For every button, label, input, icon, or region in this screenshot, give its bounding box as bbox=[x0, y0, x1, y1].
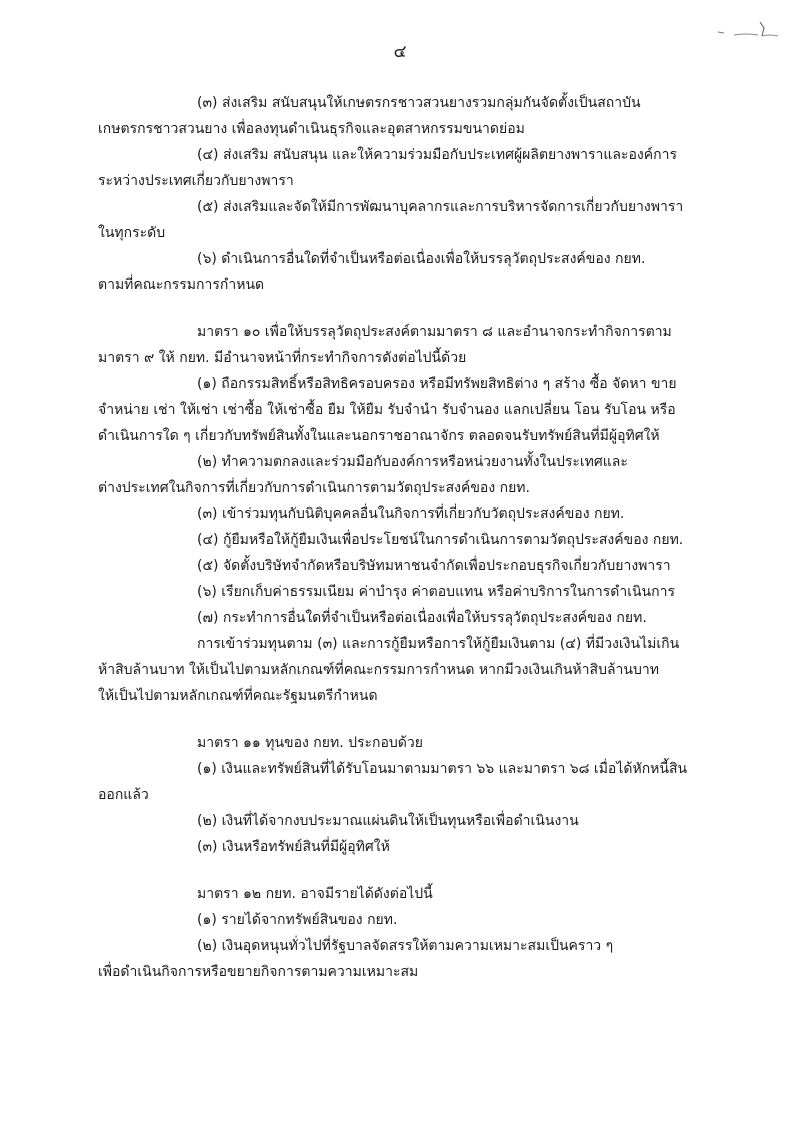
text-line: (๗) กระทำการอื่นใดที่จำเป็นหรือต่อเนื่องเพื่อให้บรรลุวัตถุประสงค์ของ กยท. bbox=[197, 610, 647, 626]
text-line: มาตรา ๙ ให้ กยท. มีอำนาจหน้าที่กระทำกิจการดังต่อไปนี้ด้วย bbox=[98, 350, 467, 366]
section-heading: มาตรา ๑๒ กยท. อาจมีรายได้ดังต่อไปนี้ bbox=[197, 886, 433, 902]
text-line: ต่างประเทศในกิจการที่เกี่ยวกับการดำเนินการตามวัตถุประสงค์ของ กยท. bbox=[98, 480, 530, 496]
text-line: (๔) ส่งเสริม สนับสนุน และให้ความร่วมมือกับประเทศผู้ผลิตยางพาราและองค์การ bbox=[197, 147, 677, 163]
text-line: (๔) กู้ยืมหรือให้กู้ยืมเงินเพื่อประโยชน์ในการดำเนินการตามวัตถุประสงค์ของ กยท. bbox=[197, 532, 684, 548]
text-line: (๒) เงินที่ได้จากงบประมาณแผ่นดินให้เป็นทุนหรือเพื่อดำเนินงาน bbox=[197, 813, 579, 829]
text-line: ออกแล้ว bbox=[98, 787, 149, 803]
text-line: (๒) ทำความตกลงและร่วมมือกับองค์การหรือหน่วยงานทั้งในประเทศและ bbox=[197, 454, 628, 470]
text-line: (๖) เรียกเก็บค่าธรรมเนียม ค่าบำรุง ค่าตอบแทน หรือค่าบริการในการดำเนินการ bbox=[197, 584, 675, 600]
text-line: (๓) ส่งเสริม สนับสนุนให้เกษตรกรชาวสวนยางรวมกลุ่มกันจัดตั้งเป็นสถาบัน bbox=[197, 95, 641, 111]
text-line: (๕) จัดตั้งบริษัทจำกัดหรือบริษัทมหาชนจำกัดเพื่อประกอบธุรกิจเกี่ยวกับยางพารา bbox=[197, 558, 671, 574]
text-line: (๑) รายได้จากทรัพย์สินของ กยท. bbox=[197, 912, 398, 928]
text-line: จำหน่าย เช่า ให้เช่า เช่าซื้อ ให้เช่าซื้อ ยืม ให้ยืม รับจำนำ รับจำนอง แลกเปลี่ยน โอน รับโอน หรือ bbox=[98, 402, 676, 418]
text-line: (๕) ส่งเสริมและจัดให้มีการพัฒนาบุคลากรและการบริหารจัดการเกี่ยวกับยางพารา bbox=[197, 199, 684, 215]
text-line: ตามที่คณะกรรมการกำหนด bbox=[98, 277, 265, 293]
text-line: การเข้าร่วมทุนตาม (๓) และการกู้ยืมหรือการให้กู้ยืมเงินตาม (๔) ที่มีวงเงินไม่เกิน bbox=[197, 636, 680, 652]
text-line: ในทุกระดับ bbox=[98, 225, 166, 241]
text-line: (๑) ถือกรรมสิทธิ์หรือสิทธิครอบครอง หรือมีทรัพยสิทธิต่าง ๆ สร้าง ซื้อ จัดหา ขาย bbox=[197, 376, 677, 392]
text-line: (๒) เงินอุดหนุนทั่วไปที่รัฐบาลจัดสรรให้ตามความเหมาะสมเป็นคราว ๆ bbox=[197, 938, 614, 954]
text-line: เพื่อดำเนินกิจการหรือขยายกิจการตามความเหมาะสม bbox=[98, 964, 419, 980]
text-line: เกษตรกรชาวสวนยาง เพื่อลงทุนดำเนินธุรกิจและอุตสาหกรรมขนาดย่อม bbox=[98, 121, 525, 137]
text-line: (๑) เงินและทรัพย์สินที่ได้รับโอนมาตามมาตรา ๖๖ และมาตรา ๖๘ เมื่อได้หักหนี้สิน bbox=[197, 761, 688, 777]
text-line: ห้าสิบล้านบาท ให้เป็นไปตามหลักเกณฑ์ที่คณะกรรมการกำหนด หากมีวงเงินเกินห้าสิบล้านบาท bbox=[98, 662, 659, 678]
section-heading: มาตรา ๑๐ เพื่อให้บรรลุวัตถุประสงค์ตามมาตรา ๘ และอำนาจกระทำกิจการตาม bbox=[197, 324, 672, 340]
text-line: ระหว่างประเทศเกี่ยวกับยางพารา bbox=[98, 173, 294, 189]
text-line: ดำเนินการใด ๆ เกี่ยวกับทรัพย์สินทั้งในและนอกราชอาณาจักร ตลอดจนรับทรัพย์สินที่มีผู้อุทิศให้ bbox=[98, 428, 660, 444]
section-heading: มาตรา ๑๑ ทุนของ กยท. ประกอบด้วย bbox=[197, 735, 423, 751]
text-line: (๓) เงินหรือทรัพย์สินที่มีผู้อุทิศให้ bbox=[197, 839, 390, 855]
text-line: (๓) เข้าร่วมทุนกับนิติบุคคลอื่นในกิจการที่เกี่ยวกับวัตถุประสงค์ของ กยท. bbox=[197, 506, 625, 522]
page-number: ๔ bbox=[393, 42, 407, 62]
text-line: (๖) ดำเนินการอื่นใดที่จำเป็นหรือต่อเนื่องเพื่อให้บรรลุวัตถุประสงค์ของ กยท. bbox=[197, 251, 646, 267]
text-line: ให้เป็นไปตามหลักเกณฑ์ที่คณะรัฐมนตรีกำหนด bbox=[98, 688, 378, 704]
